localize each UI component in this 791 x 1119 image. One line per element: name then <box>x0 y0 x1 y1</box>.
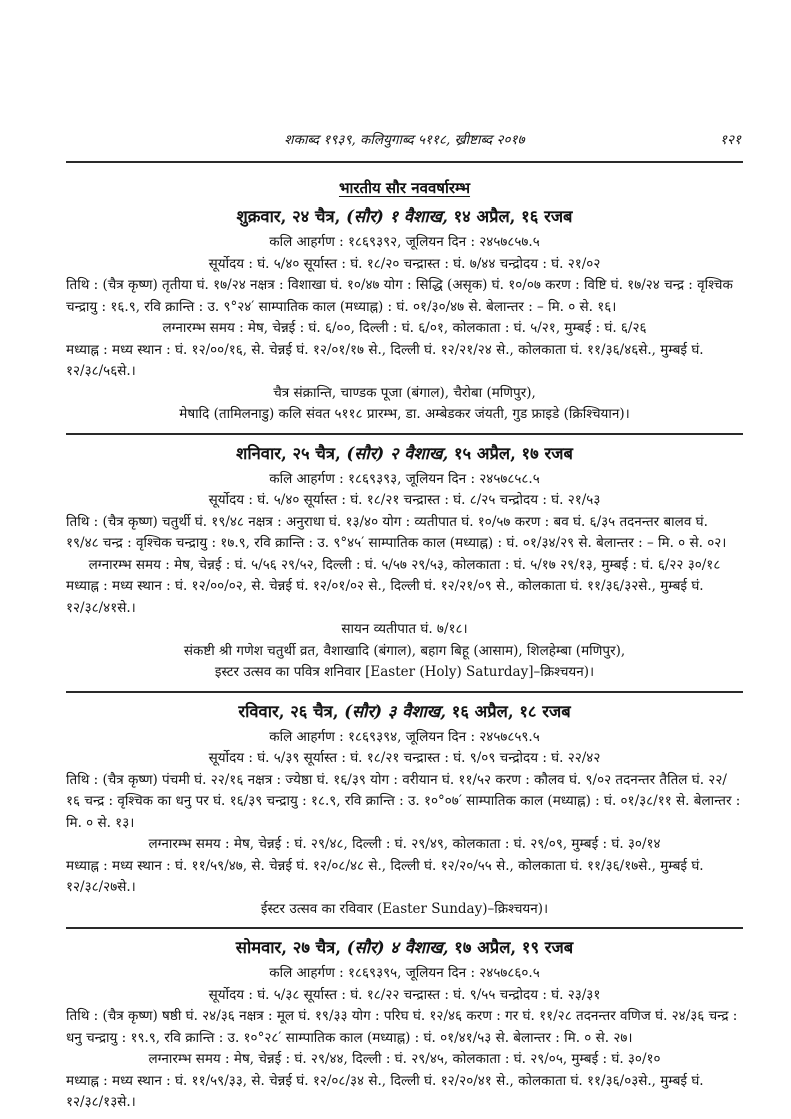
day-heading-solar-date: (सौर) १ वैशाख, <box>346 207 448 226</box>
day-heading-post: १७ अप्रैल, १९ रजब <box>448 938 574 957</box>
text-line: लग्नारम्भ समय : मेष, चेन्नई : घं. २९/४४, दिल्ली : घं. २९/४५, कोलकाता : घं. २९/०५, मुम्बई : घं. ३०/१० <box>148 1051 661 1067</box>
running-head-text: शकाब्द १९३९, कलियुगाब्द ५११८, ख्रीष्टाब्द २०१७ <box>284 132 525 148</box>
text-line: तिथि : (चैत्र कृष्ण) पंचमी घं. २२/१६ नक्षत्र : ज्येष्ठा घं. १६/३९ योग : वरीयान घं. ११/५२ करण : कौलव घं. ९/०२ तदनन्तर तैतिल घं. २२/ <box>66 771 727 788</box>
sections-container <box>66 205 743 1119</box>
page-title <box>66 178 743 198</box>
text-line: कलि आहर्गण : १८६९३९३, जूलियन दिन : २४५७८५८.५ <box>269 470 540 487</box>
day-heading-solar-date: (सौर) ३ वैशाख, <box>344 701 446 721</box>
page-number: १२१ <box>719 132 741 148</box>
text-line: चैत्र संक्रान्ति, चाण्डक पूजा (बंगाल), चैरोबा (मणिपुर), <box>273 384 536 401</box>
text-line: कलि आहर्गण : १८६९३९५, जूलियन दिन : २४५७८६०.५ <box>269 965 540 981</box>
text-line: मि. ० से. १३। <box>66 814 135 831</box>
day-heading-solar-date: (सौर) २ वैशाख, <box>346 443 449 463</box>
text-line: सूर्योदय : घं. ५/४० सूर्यास्त : घं. १८/२० चन्द्रास्त : घं. ७/४४ चन्द्रोदय : घं. २१/०२ <box>208 255 601 272</box>
text-line: चन्द्रायु : १६.९, रवि क्रान्ति : उ. ९°२४′ साम्पातिक काल (मध्याह्न) : घं. ०१/३०/४७ से. बेलान्तर : – मि. ० से. १६। <box>66 298 617 315</box>
text-line: लग्नारम्भ समय : मेष, चेन्नई : घं. ६/००, दिल्ली : घं. ६/०१, कोलकाता : घं. ५/२१, मुम्बई : घं. ६/२६ <box>162 320 647 336</box>
text-line: मध्याह्न : मध्य स्थान : घं. ११/५९/४७, से. चेन्नई घं. १२/०८/४८ से., दिल्ली घं. १२/२०/५५ से., कोलकाता घं. ११/३६/१७से., मुम्बई घं. १२/३८/२७से.। <box>66 857 704 895</box>
running-head <box>66 130 743 152</box>
text-line: संकष्टी श्री गणेश चतुर्थी व्रत, वैशाखादि (बंगाल), बहाग बिहू (आसाम), शिलहेम्बा (मणिपुर), <box>183 642 626 659</box>
day-heading-pre: शुक्रवार, २४ चैत्र, <box>236 207 347 226</box>
text-line: सायन व्यतीपात घं. ७/१८। <box>341 621 468 637</box>
text-line: मध्याह्न : मध्य स्थान : घं. १२/००/१६, से. चेन्नई घं. १२/०१/१७ से., दिल्ली घं. १२/२१/२४ से., कोलकाता घं. ११/३६/४६से., मुम्बई घं. १२/३८/५६से.। <box>66 341 704 379</box>
page-title-text: भारतीय सौर नववर्षारम्भ <box>338 179 471 197</box>
day-heading-pre: शनिवार, २५ चैत्र, <box>236 443 347 463</box>
day-section <box>66 442 743 684</box>
text-line: कलि आहर्गण : १८६९३९४, जूलियन दिन : २४५७८५९.५ <box>269 728 540 745</box>
text-line: लग्नारम्भ समय : मेष, चेन्नई : घं. २९/४८, दिल्ली : घं. २९/४९, कोलकाता : घं. २९/०९, मुम्बई : घं. ३०/१४ <box>148 836 661 852</box>
text-line: मेषादि (तामिलनाडु) कलि संवत ५११८ प्रारम्भ, डा. अम्बेडकर जंयती, गुड फ्राइडे (क्रिश्चियान)। <box>179 406 630 422</box>
text-line: १६ चन्द्र : वृश्चिक का धनु पर घं. १६/३९ चन्द्रायु : १८.९, रवि क्रान्ति : उ. १०°०७′ साम्पातिक काल (मध्याह्न) : घं. ०१/३८/११ से. बेलान्तर : <box>66 793 741 809</box>
day-heading <box>66 442 743 466</box>
day-heading-solar-date: (सौर) ४ वैशाख, <box>346 938 449 957</box>
day-heading <box>66 700 743 724</box>
day-heading-post: १४ अप्रैल, १६ रजब <box>447 207 573 226</box>
text-line: मध्याह्न : मध्य स्थान : घं. १२/००/०२, से. चेन्नई घं. १२/०१/०२ से., दिल्ली घं. १२/२१/०९ से., कोलकाता घं. ११/३६/३२से., मुम्बई घं. १२/३८/४१से.। <box>66 578 704 616</box>
header-rule <box>66 161 743 163</box>
text-line: इस्टर उत्सव का पवित्र शनिवार [Easter (Holy) Saturday]–क्रिश्चयन)। <box>214 664 595 680</box>
day-heading-post: १६ अप्रैल, १८ रजब <box>446 701 571 721</box>
day-section <box>66 700 743 921</box>
text-line: सूर्योदय : घं. ५/३८ सूर्यास्त : घं. १८/२२ चन्द्रास्त : घं. ९/५५ चन्द्रोदय : घं. २३/३१ <box>208 986 601 1003</box>
day-heading-pre: सोमवार, २७ चैत्र, <box>235 938 347 957</box>
day-heading <box>66 205 743 229</box>
text-line: सूर्योदय : घं. ५/४० सूर्यास्त : घं. १८/२१ चन्द्रास्त : घं. ८/२५ चन्द्रोदय : घं. २१/५३ <box>208 492 601 508</box>
text-line: १९/४८ चन्द्र : वृश्चिक चन्द्रायु : १७.९, रवि क्रान्ति : उ. ९°४५′ साम्पातिक काल (मध्याह्न) : घं. ०१/३४/२९ से. बेलान्तर : – मि. ० से. ०२। <box>66 535 727 551</box>
text-line: तिथि : (चैत्र कृष्ण) षष्ठी घं. २४/३६ नक्षत्र : मूल घं. १९/३३ योग : परिघ घं. १२/४६ करण : गर घं. ११/२८ तदनन्तर वणिज घं. २४/३६ चन्द्र : <box>66 1008 738 1024</box>
day-heading-pre: रविवार, २६ चैत्र, <box>238 701 345 721</box>
text-line: तिथि : (चैत्र कृष्ण) चतुर्थी घं. १९/४८ नक्षत्र : अनुराधा घं. १३/४० योग : व्यतीपात घं. १०/५७ करण : बव घं. ६/३५ तदनन्तर बालव घं. <box>66 513 708 530</box>
text-line: कलि आहर्गण : १८६९३९२, जूलियन दिन : २४५७८५७.५ <box>269 234 540 250</box>
text-line: ईस्टर उत्सव का रविवार (Easter Sunday)–क्रिश्चयन)। <box>260 900 549 917</box>
day-heading-post: १५ अप्रैल, १७ रजब <box>448 443 573 463</box>
day-section <box>66 205 743 426</box>
text-line: तिथि : (चैत्र कृष्ण) तृतीया घं. १७/२४ नक्षत्र : विशाखा घं. १०/४७ योग : सिद्धि (असृक) घं. १०/०७ करण : विष्टि घं. १७/२४ चन्द्र : वृश्चिक <box>66 277 733 293</box>
section-rule <box>66 691 743 693</box>
day-heading <box>66 936 743 960</box>
section-rule <box>66 433 743 435</box>
text-line: सूर्योदय : घं. ५/३९ सूर्यास्त : घं. १८/२१ चन्द्रास्त : घं. ९/०९ चन्द्रोदय : घं. २२/४२ <box>208 750 601 766</box>
text-line: लग्नारम्भ समय : मेष, चेन्नई : घं. ५/५६ २९/५२, दिल्ली : घं. ५/५७ २९/५३, कोलकाता : घं. ५/१७ २९/१३, मुम्बई : घं. ६/२२ ३०/१८ <box>88 556 721 573</box>
text-line: धनु चन्द्रायु : १९.९, रवि क्रान्ति : उ. १०°२८′ साम्पातिक काल (मध्याह्न) : घं. ०१/४१/५३ से. बेलान्तर : मि. ० से. २७। <box>66 1029 633 1046</box>
day-section <box>66 936 743 1114</box>
section-rule <box>66 927 743 929</box>
text-line: मध्याह्न : मध्य स्थान : घं. ११/५९/३३, से. चेन्नई घं. १२/०८/३४ से., दिल्ली घं. १२/२०/४१ से., कोलकाता घं. ११/३६/०३से., मुम्बई घं. १२/३८/१३से.। <box>66 1072 704 1110</box>
